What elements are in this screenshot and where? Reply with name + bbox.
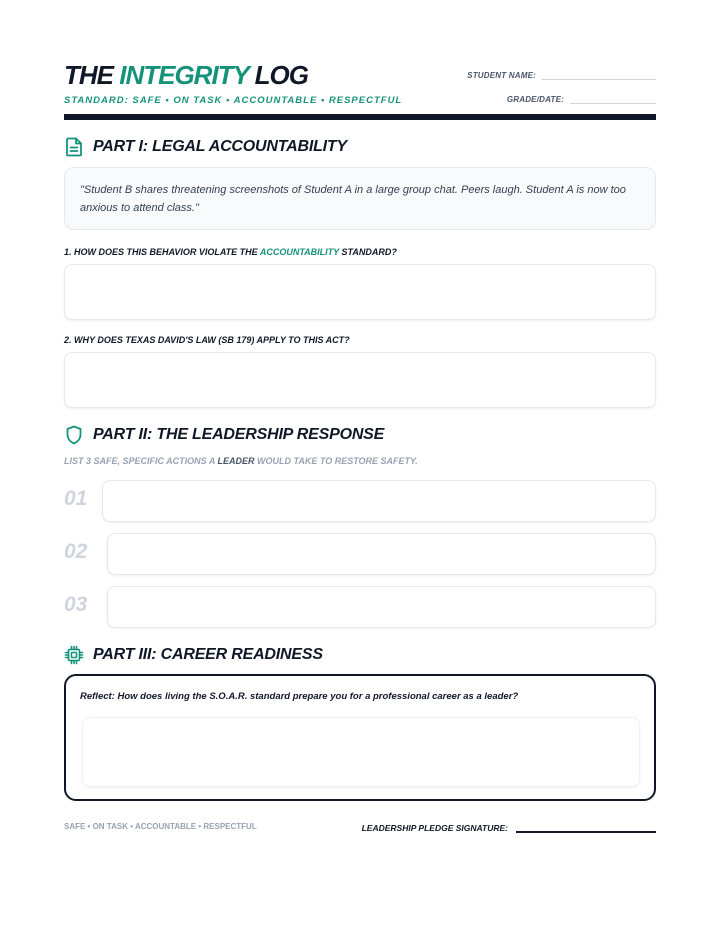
grade-date-field [507,94,656,104]
action-number-1: 01 [64,487,88,510]
title-part2: LOG [248,60,308,90]
part3-heading [64,645,323,665]
question-1-answer-box[interactable] [64,264,656,320]
student-name-field [467,70,656,80]
question-2-label: 2. WHY DOES TEXAS DAVID'S LAW (SB 179) APPLY TO THIS ACT? [64,335,350,345]
reflection-panel [64,674,656,801]
page-title [64,60,308,91]
header-rule [64,114,656,120]
reflect-text-before: Reflect: How does living the [80,691,210,702]
shield-icon [64,425,84,445]
part3-title: PART III: CAREER READINESS [93,646,323,663]
worksheet-page [64,0,656,932]
instr-text-before: LIST 3 SAFE, SPECIFIC ACTIONS A [64,456,218,466]
chip-icon [64,645,84,665]
student-name-label: STUDENT NAME: [467,71,536,80]
action-2-answer-box[interactable] [107,533,656,575]
instr-text-after: WOULD TAKE TO RESTORE SAFETY. [254,456,418,466]
part1-title: PART I: LEGAL ACCOUNTABILITY [93,138,347,155]
title-part1: THE [64,60,120,90]
question-2-answer-box[interactable] [64,352,656,408]
action-number-3: 03 [64,593,88,616]
question-1-label [64,247,397,257]
signature-line[interactable] [516,821,656,833]
signature-field [362,821,656,833]
reflection-answer-box[interactable] [82,717,640,787]
part1-heading [64,137,347,157]
part2-instructions [64,456,418,466]
action-3-answer-box[interactable] [107,586,656,628]
q1-text-after: STANDARD? [339,247,397,257]
signature-label: LEADERSHIP PLEDGE SIGNATURE: [361,823,508,833]
footer-standard: SAFE • ON TASK • ACCOUNTABLE • RESPECTFUL [64,822,257,831]
student-name-input[interactable] [542,70,656,80]
reflect-strong: S.O.A.R. [209,691,248,702]
grade-date-input[interactable] [570,94,656,104]
document-icon [64,137,84,157]
q1-accent: ACCOUNTABILITY [259,247,340,257]
action-number-2: 02 [64,540,88,563]
reflection-question [80,691,518,702]
title-accent: INTEGRITY [119,60,249,90]
part2-heading [64,425,384,445]
q1-text-before: 1. HOW DOES THIS BEHAVIOR VIOLATE THE [64,247,260,257]
scenario-quote: "Student B shares threatening screenshots of Student A in a large group chat. Peers laugh. Student A is now too anxious to attend class." [64,167,656,230]
instr-strong: LEADER [217,456,255,466]
part2-title: PART II: THE LEADERSHIP RESPONSE [93,426,385,443]
reflect-text-after: standard prepare you for a professional career as a leader? [247,691,519,702]
action-1-answer-box[interactable] [102,480,656,522]
grade-date-label: GRADE/DATE: [506,95,564,104]
standard-tagline: STANDARD: SAFE • ON TASK • ACCOUNTABLE • RESPECTFUL [64,95,403,106]
